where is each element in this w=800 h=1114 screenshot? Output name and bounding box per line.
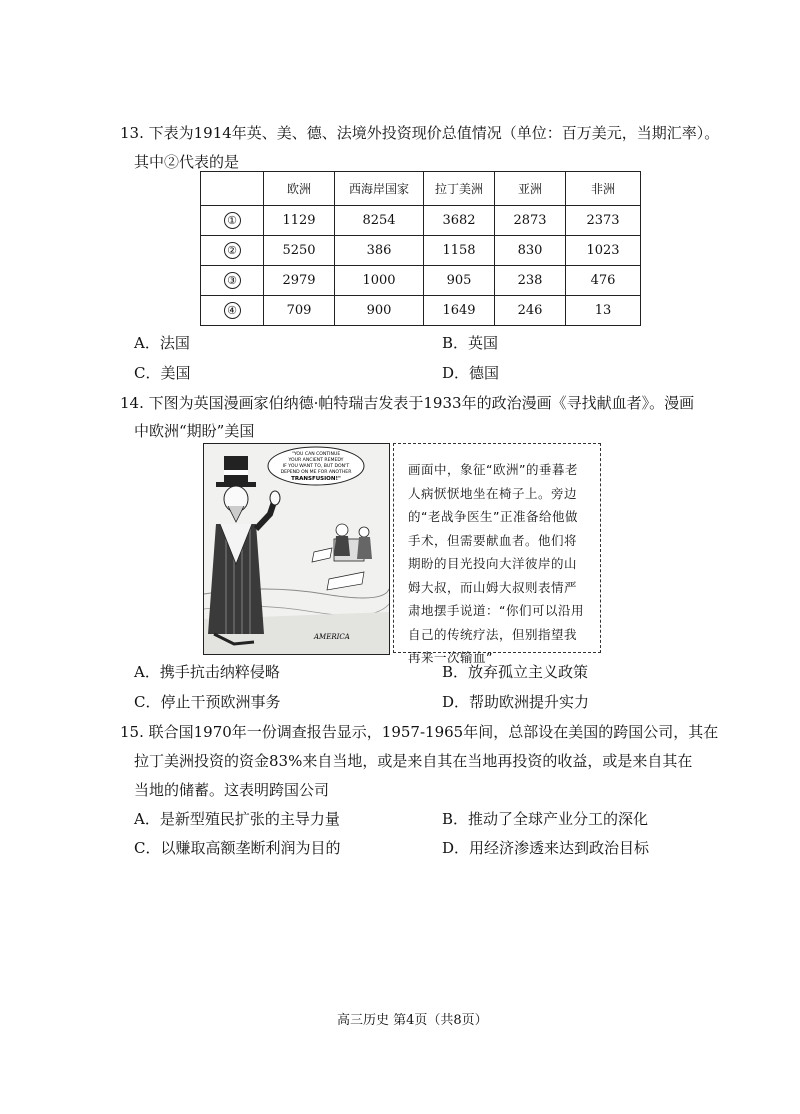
q15-option-b[interactable]: B．推动了全球产业分工的深化 xyxy=(442,810,649,828)
table-cell: 1023 xyxy=(566,236,641,266)
table-row xyxy=(201,206,641,236)
circled-number: ③ xyxy=(224,272,241,289)
table-header-cell xyxy=(201,172,264,206)
table-cell: 386 xyxy=(335,236,424,266)
bubble-line: YOUR ANCIENT REMEDY xyxy=(288,458,344,463)
table-cell: 2873 xyxy=(495,206,566,236)
table-header-cell: 拉丁美洲 xyxy=(424,172,495,206)
q13-option-a[interactable]: A．法国 xyxy=(134,334,190,352)
table-cell: 709 xyxy=(264,296,335,326)
table-cell: 2373 xyxy=(566,206,641,236)
q14-stem-line2: 中欧洲“期盼”美国 xyxy=(134,422,255,440)
table-header-cell: 非洲 xyxy=(566,172,641,206)
table-row xyxy=(201,236,641,266)
circled-number: ① xyxy=(224,212,241,229)
row-label xyxy=(201,236,264,266)
circled-number: ④ xyxy=(224,302,241,319)
cartoon-illustration xyxy=(204,444,389,654)
table-cell: 1000 xyxy=(335,266,424,296)
bubble-line: TRANSFUSION!" xyxy=(291,476,341,482)
table-header-row xyxy=(201,172,641,206)
table-cell: 2979 xyxy=(264,266,335,296)
table-cell: 476 xyxy=(566,266,641,296)
q15-stem-line1: 15. 联合国1970年一份调查报告显示，1957-1965年间，总部设在美国的跨国公司，其在 xyxy=(120,723,719,741)
row-label xyxy=(201,296,264,326)
table-cell: 1129 xyxy=(264,206,335,236)
table-header-cell: 欧洲 xyxy=(264,172,335,206)
table-header-cell: 亚洲 xyxy=(495,172,566,206)
ground-label: AMERICA xyxy=(314,633,350,641)
bubble-line: DEPEND ON ME FOR ANOTHER xyxy=(280,470,352,475)
q14-option-d[interactable]: D．帮助欧洲提升实力 xyxy=(442,693,590,711)
table-cell: 238 xyxy=(495,266,566,296)
q15-option-a[interactable]: A．是新型殖民扩张的主导力量 xyxy=(134,810,340,828)
table-cell: 5250 xyxy=(264,236,335,266)
cartoon-caption: 画面中，象征“欧洲”的垂暮老人病恹恹地坐在椅子上。旁边的“老战争医生”正准备给他做手术，但需要献血者。他们将期盼的目光投向大洋彼岸的山姆大叔，而山姆大叔则表情严肃地摆手说道：“你们可以沿用自己的传统疗法，但别指望我再来一次输血” xyxy=(393,443,601,653)
bubble-line: "YOU CAN CONTINUE xyxy=(291,452,341,457)
q13-stem-line1: 13. 下表为1914年英、美、德、法境外投资现价总值情况（单位：百万美元，当期汇率）。 xyxy=(120,124,720,142)
q13-option-d[interactable]: D．德国 xyxy=(442,364,500,382)
q14-option-b[interactable]: B．放弃孤立主义政策 xyxy=(442,663,589,681)
table-cell: 905 xyxy=(424,266,495,296)
investment-table xyxy=(200,171,641,326)
q15-stem-line3: 当地的储蓄。这表明跨国公司 xyxy=(134,781,330,799)
q13-option-b[interactable]: B．英国 xyxy=(442,334,499,352)
page-footer: 高三历史 第4页（共8页） xyxy=(337,1013,488,1028)
q13-option-c[interactable]: C．美国 xyxy=(134,364,191,382)
q14-option-c[interactable]: C．停止干预欧洲事务 xyxy=(134,693,281,711)
table-header-cell: 西海岸国家 xyxy=(335,172,424,206)
table-cell: 8254 xyxy=(335,206,424,236)
q15-option-d[interactable]: D．用经济渗透来达到政治目标 xyxy=(442,839,650,857)
row-label xyxy=(201,206,264,236)
row-label xyxy=(201,266,264,296)
table-row xyxy=(201,296,641,326)
table-cell: 830 xyxy=(495,236,566,266)
table-cell: 3682 xyxy=(424,206,495,236)
table-cell: 900 xyxy=(335,296,424,326)
q14-stem-line1: 14. 下图为英国漫画家伯纳德·帕特瑞吉发表于1933年的政治漫画《寻找献血者》。漫画 xyxy=(120,394,695,412)
table-cell: 13 xyxy=(566,296,641,326)
table-cell: 246 xyxy=(495,296,566,326)
table-cell: 1158 xyxy=(424,236,495,266)
q13-stem-line2: 其中②代表的是 xyxy=(134,153,240,171)
political-cartoon xyxy=(203,443,390,655)
q15-option-c[interactable]: C．以赚取高额垄断利润为目的 xyxy=(134,839,341,857)
table-row xyxy=(201,266,641,296)
circled-number: ② xyxy=(224,242,241,259)
bubble-line: IF YOU WANT TO, BUT DON'T xyxy=(282,464,350,469)
q14-option-a[interactable]: A．携手抗击纳粹侵略 xyxy=(134,663,280,681)
table-cell: 1649 xyxy=(424,296,495,326)
q15-stem-line2: 拉丁美洲投资的资金83%来自当地，或是来自其在当地再投资的收益，或是来自其在 xyxy=(134,752,693,770)
